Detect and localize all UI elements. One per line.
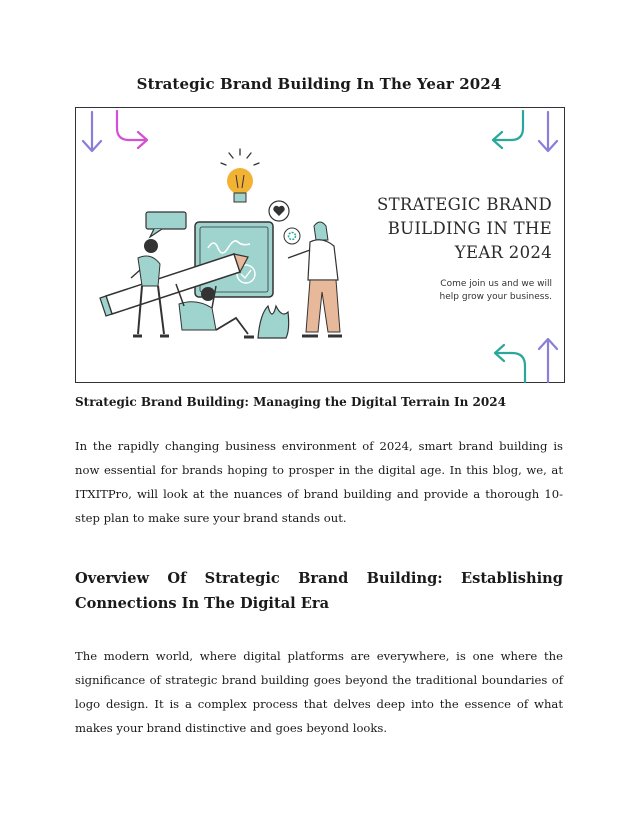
gear-icon (284, 228, 300, 244)
document-title: Strategic Brand Building In The Year 2024 (136, 75, 502, 93)
arrow-up-icon (539, 339, 557, 382)
banner-heading (377, 193, 552, 265)
section-heading: Overview Of Strategic Brand Building: Establishing Connections In The Digital Era (75, 570, 563, 612)
speech-bubble-icon (146, 212, 186, 237)
lightbulb-icon (221, 149, 259, 202)
arrow-down-icon (539, 112, 557, 151)
banner-heading-line: STRATEGIC BRAND (377, 195, 552, 214)
section-subheading: Strategic Brand Building: Managing the Digital Terrain In 2024 (75, 395, 506, 409)
arrow-curve-right-icon (117, 111, 147, 148)
arrow-down-icon (83, 112, 101, 151)
plant-illustration (258, 306, 289, 338)
banner-heading-line: YEAR 2024 (454, 243, 552, 262)
hero-banner (75, 107, 565, 383)
banner-subtext-line: Come join us and we will (440, 279, 552, 289)
arrow-curve-left-icon (493, 111, 523, 148)
banner-subtext-line: help grow your business. (439, 292, 552, 302)
arrow-return-icon (495, 345, 525, 382)
heart-icon (269, 201, 289, 221)
banner-heading-line: BUILDING IN THE (387, 219, 552, 238)
banner-subtext (372, 278, 552, 304)
overview-paragraph: The modern world, where digital platforms are everywhere, is one where the significance of strategic brand building goes beyond the traditional boundaries of logo design. It is a complex process that delves deep into the essence of what makes your brand distinctive and goes beyond looks. (75, 649, 563, 735)
intro-paragraph: In the rapidly changing business environment of 2024, smart brand building is now essential for brands hoping to prosper in the digital age. In this blog, we, at ITXITPro, will look at the nuances of brand building and provide a thorough 10-step plan to make sure your brand stands out. (75, 439, 563, 525)
